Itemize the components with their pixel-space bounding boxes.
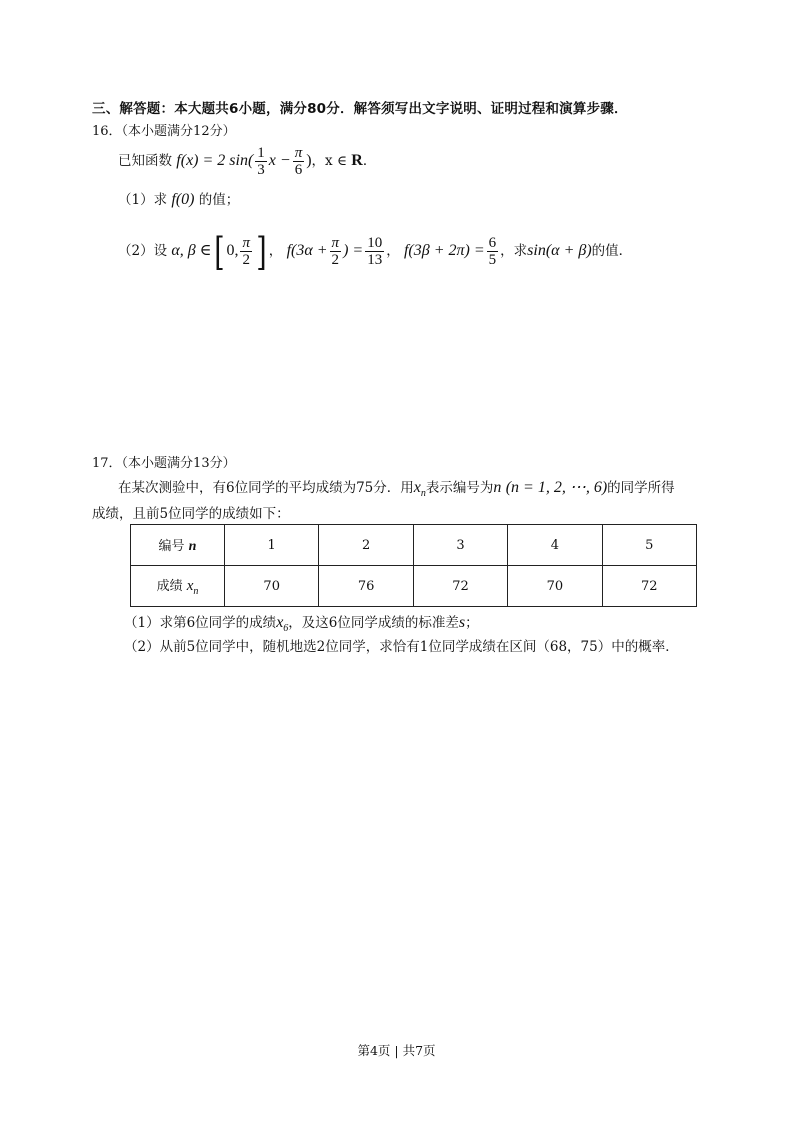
- q16-R: R: [351, 152, 363, 169]
- q17-xn-sub: n: [420, 488, 426, 500]
- q16-frac2-den: 6: [294, 162, 303, 178]
- q16-f3a-val-num: 10: [367, 235, 383, 251]
- q17-part2: （2）从前5位同学中，随机地选2位同学，求恰有1位同学成绩在区间（68，75）中的概率．: [124, 639, 679, 655]
- table-cell: 70: [508, 566, 602, 607]
- q16-frac2-num: π: [294, 145, 303, 161]
- q17-s-var: s: [458, 614, 466, 631]
- q16-f3a-frac-num: π: [331, 235, 340, 251]
- q16-f3a-val-den: 13: [367, 252, 383, 268]
- q17-part1-a: （1）求第6位同学的成绩: [124, 615, 277, 631]
- q16-intro-prefix: 已知函数: [118, 153, 172, 169]
- table-header-score-label: 成绩: [156, 579, 183, 594]
- q16-f3b: f(3β + 2π) =: [403, 242, 485, 259]
- q16-sep1: ，: [268, 243, 283, 259]
- q17-x6-sub: 6: [283, 623, 289, 635]
- q17-line1-b: 表示编号为: [425, 480, 494, 496]
- table-cell: 4: [508, 525, 602, 566]
- q17-x6-var: x: [276, 614, 284, 631]
- q16-f3a-val: [365, 235, 384, 268]
- q16-interval-num: π: [242, 235, 250, 251]
- q16-fx: f(x) = 2 sin(: [176, 152, 254, 169]
- q16-part2: [118, 230, 632, 272]
- q16-interval-frac: [240, 235, 252, 268]
- q16-x-minus: x −: [268, 152, 291, 169]
- q16-period: ．: [362, 153, 377, 169]
- q17-xn-var: x: [413, 479, 421, 496]
- q16-sin-sum: sin(α + β): [527, 242, 592, 259]
- table-cell: 72: [413, 566, 507, 607]
- q16-number: 16．（本小题满分12分）: [92, 124, 236, 139]
- q16-part1: [118, 189, 239, 211]
- q16-part2-suffix-b: 的值．: [591, 243, 633, 259]
- table-cell: 1: [225, 525, 319, 566]
- q16-f3a-frac-den: 2: [331, 252, 340, 268]
- q17-part1-c: ；: [465, 615, 479, 631]
- q16-f3b-val-num: 6: [488, 235, 497, 251]
- q16-part2-suffix-a: ，求: [500, 243, 528, 259]
- q16-frac-one-third: [255, 145, 267, 178]
- q16-f3b-val-den: 5: [488, 252, 497, 268]
- q16-part1-suffix: 的值；: [198, 192, 240, 208]
- q16-part1-prefix: （1）求: [118, 192, 168, 208]
- table-header-number-label: 编号: [158, 539, 185, 554]
- q17-line1: [118, 477, 675, 505]
- q17-n-range: (n = 1, 2, ⋯, 6): [505, 479, 608, 496]
- q17-line2: 成绩，且前5位同学的成绩如下：: [92, 506, 290, 522]
- q16-intro: [118, 143, 376, 179]
- table-cell: 72: [602, 566, 696, 607]
- q17-part1-b: ，及这6位同学成绩的标准差: [288, 615, 459, 631]
- q17-xn: [413, 479, 426, 500]
- q16-f3a-eq: ) =: [343, 242, 364, 259]
- section-header: 三、解答题：本大题共6小题，满分80分．解答须写出文字说明、证明过程和演算步骤．: [92, 101, 628, 117]
- left-bracket-icon: [: [213, 229, 225, 274]
- q17-line1-a: 在某次测验中，有6位同学的平均成绩为75分．用: [118, 480, 414, 496]
- q16-close-paren: ): [306, 152, 312, 169]
- q17-line1-c: 的同学所得: [607, 480, 675, 496]
- table-cell: 70: [225, 566, 319, 607]
- scores-table: [130, 524, 697, 607]
- q16-part2-prefix: （2）设: [118, 243, 168, 259]
- q16-comma-x-in: ，x ∈: [311, 153, 347, 169]
- q16-interval-left: 0,: [226, 242, 239, 259]
- q16-f3b-val: [487, 235, 499, 268]
- q16-f3a-frac: [330, 235, 342, 268]
- right-bracket-icon: ]: [256, 229, 267, 274]
- table-cell: 2: [319, 525, 413, 566]
- table-header-score-sub: n: [193, 586, 199, 597]
- q16-part2-vars: α, β ∈: [171, 242, 212, 259]
- table-cell: 5: [602, 525, 696, 566]
- q16-sep2: ，: [386, 243, 400, 259]
- q16-part1-math: f(0): [171, 191, 195, 208]
- q16-f3a: f(3α +: [286, 242, 328, 259]
- q16-interval-den: 2: [242, 252, 250, 268]
- table-header-score-x: x: [186, 578, 194, 594]
- q16-frac-pi-six: [293, 145, 305, 178]
- q17-n-var: n: [493, 479, 502, 496]
- q17-number: 17．（本小题满分13分）: [92, 456, 236, 471]
- q17-x6: [276, 614, 289, 635]
- table-header-number-var: n: [188, 539, 197, 554]
- table-cell: 76: [319, 566, 413, 607]
- table-header-score-var: [186, 578, 199, 597]
- table-row-score: [131, 566, 697, 607]
- table-cell: 3: [413, 525, 507, 566]
- table-header-score: [131, 566, 225, 607]
- q16-frac1-den: 3: [257, 162, 265, 178]
- q16-frac1-num: 1: [257, 145, 265, 161]
- page-footer: 第4页 | 共7页: [357, 1043, 436, 1058]
- table-row-number: [131, 525, 697, 566]
- table-header-number: [131, 525, 225, 566]
